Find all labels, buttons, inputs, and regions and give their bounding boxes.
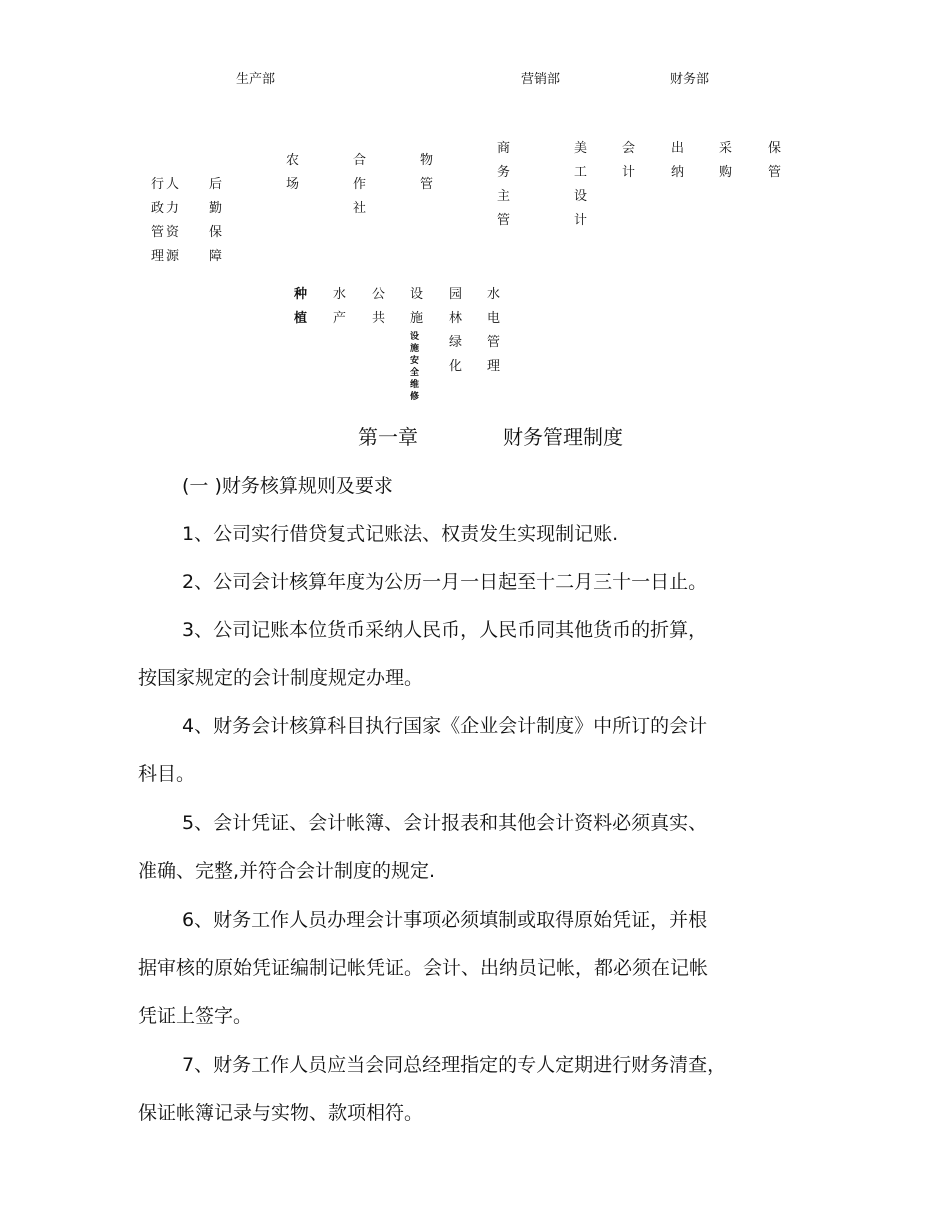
unit-public: 公共 [372, 287, 386, 326]
rule-7-line-1: 7、财务工作人员应当会同总经理指定的专人定期进行财务清查， [182, 1054, 727, 1076]
unit-landscaping: 园林绿化 [449, 287, 463, 374]
unit-cashier: 出纳 [671, 141, 685, 180]
unit-purchasing: 采购 [719, 141, 733, 180]
rule-3-line-1: 3、公司记账本位货币采纳人民币，人民币同其他货币的折算， [182, 619, 708, 641]
unit-facility-maintenance: 设 施 设施安全维修 [410, 283, 426, 403]
dept-production: 生产部 [236, 72, 276, 87]
unit-water-power: 水电管理 [487, 287, 501, 374]
rule-4-line-1: 4、财务会计核算科目执行国家《企业会计制度》中所订的会计 [182, 715, 708, 737]
unit-planting: 种植 [294, 287, 308, 326]
unit-custody: 保管 [768, 141, 782, 180]
rule-1: 1、公司实行借贷复式记账法、权责发生实现制记账. [182, 523, 619, 545]
rule-2: 2、公司会计核算年度为公历一月一日起至十二月三十一日止。 [182, 571, 708, 593]
unit-facility-maintenance-text: 设施安全维修 [410, 332, 420, 402]
rule-6-line-1: 6、财务工作人员办理会计事项必须填制或取得原始凭证，并根 [182, 909, 708, 931]
unit-accounting: 会计 [622, 141, 636, 180]
unit-art-design: 美工设计 [574, 141, 588, 228]
rule-5-line-1: 5、会计凭证、会计帐簿、会计报表和其他会计资料必须真实、 [182, 812, 708, 834]
unit-property: 物管 [420, 153, 434, 192]
rule-3-line-2: 按国家规定的会计制度规定办理。 [138, 667, 424, 689]
unit-coop: 合作社 [353, 153, 367, 216]
unit-business-manager: 商务主管 [497, 141, 511, 228]
dept-finance: 财务部 [670, 72, 710, 87]
rule-5-line-2: 准确、完整,并符合会计制度的规定. [138, 860, 436, 882]
rule-7-line-2: 保证帐簿记录与实物、款项相符。 [138, 1102, 424, 1124]
unit-farm: 农场 [286, 153, 300, 192]
unit-logistics: 后勤保障 [209, 177, 223, 264]
unit-hr-admin: 行人政力管资理源 [151, 177, 182, 264]
rule-6-line-3: 凭证上签字。 [138, 1005, 253, 1027]
rule-6-line-2: 据审核的原始凭证编制记帐凭证。会计、出纳员记帐，都必须在记帐 [138, 957, 709, 979]
chapter-number: 第一章 [358, 425, 418, 449]
section-heading: (一 )财务核算规则及要求 [182, 475, 393, 497]
unit-aquatic: 水产 [333, 287, 347, 326]
chapter-title: 财务管理制度 [503, 425, 623, 449]
dept-marketing: 营销部 [521, 72, 561, 87]
rule-4-line-2: 科目。 [138, 763, 196, 785]
